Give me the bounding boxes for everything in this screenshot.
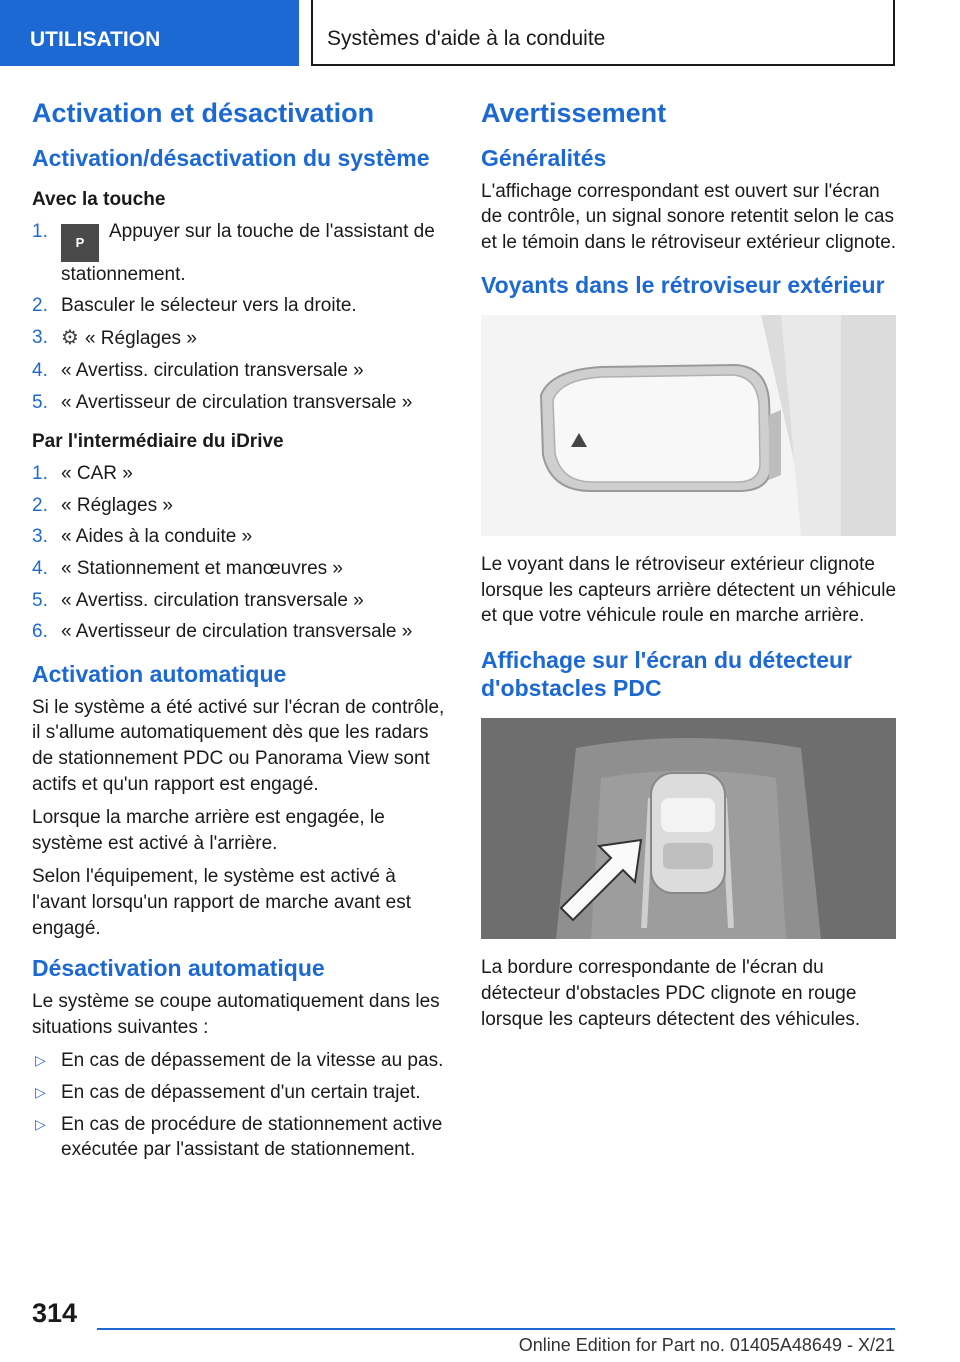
page-number: 314 — [32, 1298, 78, 1328]
step: 2. Basculer le sélecteur vers la droite. — [32, 295, 357, 317]
heading-idrive: Par l'intermédiaire du iDrive — [32, 431, 284, 453]
paragraph: L'affichage correspondant est ouvert sur l'écran de contrôle, un signal sonore retentit selon le cas et le témoin dans le rétroviseur extérieur clignote. — [481, 180, 897, 253]
touche-steps — [32, 219, 452, 416]
step: 5. « Avertiss. circulation transversale » — [32, 589, 364, 611]
triangle-bullet-icon: ▷ — [35, 1115, 46, 1132]
heading-system-toggle: Activation/désactivation du système — [32, 145, 430, 171]
paragraph: Si le système a été activé sur l'écran de contrôle, il s'allume automatiquement dès que les radars de stationnement PDC ou Panorama View sont actifs et qu'un rapport est engagé. — [32, 696, 445, 795]
paragraph: Selon l'équipement, le système est activé à l'avant lorsqu'un rapport de marche avant est engagé. — [32, 866, 412, 939]
list-item: ▷ En cas de dépassement d'un certain trajet. — [35, 1081, 421, 1103]
step: 4. « Avertiss. circulation transversale » — [32, 359, 364, 381]
deact-list — [32, 1048, 452, 1163]
gear-icon: ⚙ — [61, 326, 79, 349]
step: 1. PAppuyer sur la touche de l'assistant de stationnement. — [32, 220, 435, 285]
parking-assist-button-icon: P — [61, 224, 99, 262]
section-tab: UTILISATION — [0, 0, 299, 66]
heading-generalites: Généralités — [481, 145, 607, 171]
paragraph: Le voyant dans le rétroviseur extérieur clignote lorsque les capteurs arrière détectent un véhicule et que votre véhicule roule en marche arrière. — [481, 554, 897, 627]
step: 2. « Réglages » — [32, 494, 173, 516]
paragraph: Le système se coupe automatiquement dans les situations suivantes : — [32, 990, 440, 1038]
right-column — [481, 98, 901, 1040]
heading-avec-touche: Avec la touche — [32, 188, 166, 210]
step: 1. « CAR » — [32, 463, 133, 485]
step: 6. « Avertisseur de circulation transversale » — [32, 621, 413, 643]
heading-avertissement: Avertissement — [481, 98, 667, 128]
footer-divider — [97, 1328, 895, 1330]
heading-voyants: Voyants dans le rétroviseur extérieur — [481, 271, 885, 298]
step: 3. ⚙ « Réglages » — [32, 326, 197, 349]
step: 4. « Stationnement et manœuvres » — [32, 558, 343, 580]
pdc-display-illustration — [481, 718, 896, 939]
paragraph: Lorsque la marche arrière est engagée, le système est activé à l'arrière. — [32, 807, 385, 854]
step: 3. « Aides à la conduite » — [32, 526, 253, 548]
heading-pdc: Affichage sur l'écran du détecteur d'obstacles PDC — [481, 647, 853, 701]
mirror-illustration — [481, 315, 896, 536]
idrive-steps — [32, 461, 452, 645]
triangle-bullet-icon: ▷ — [35, 1052, 46, 1069]
heading-activation: Activation et désactivation — [32, 98, 375, 128]
triangle-bullet-icon: ▷ — [35, 1083, 46, 1100]
left-column — [32, 98, 452, 1179]
edition-note: Online Edition for Part no. 01405A48649 - X/21 — [518, 1335, 895, 1355]
step: 5. « Avertisseur de circulation transversale » — [32, 391, 413, 413]
heading-auto-activation: Activation automatique — [32, 661, 287, 687]
heading-auto-deactivation: Désactivation automatique — [32, 955, 325, 982]
chapter-title: Systèmes d'aide à la conduite — [311, 0, 895, 66]
paragraph: La bordure correspondante de l'écran du détecteur d'obstacles PDC clignote en rouge lorsque les capteurs détectent des véhicules. — [481, 957, 861, 1030]
list-item: ▷ En cas de procédure de stationnement active exécutée par l'assistant de stationnement. — [35, 1113, 443, 1161]
list-item: ▷ En cas de dépassement de la vitesse au pas. — [35, 1050, 444, 1072]
